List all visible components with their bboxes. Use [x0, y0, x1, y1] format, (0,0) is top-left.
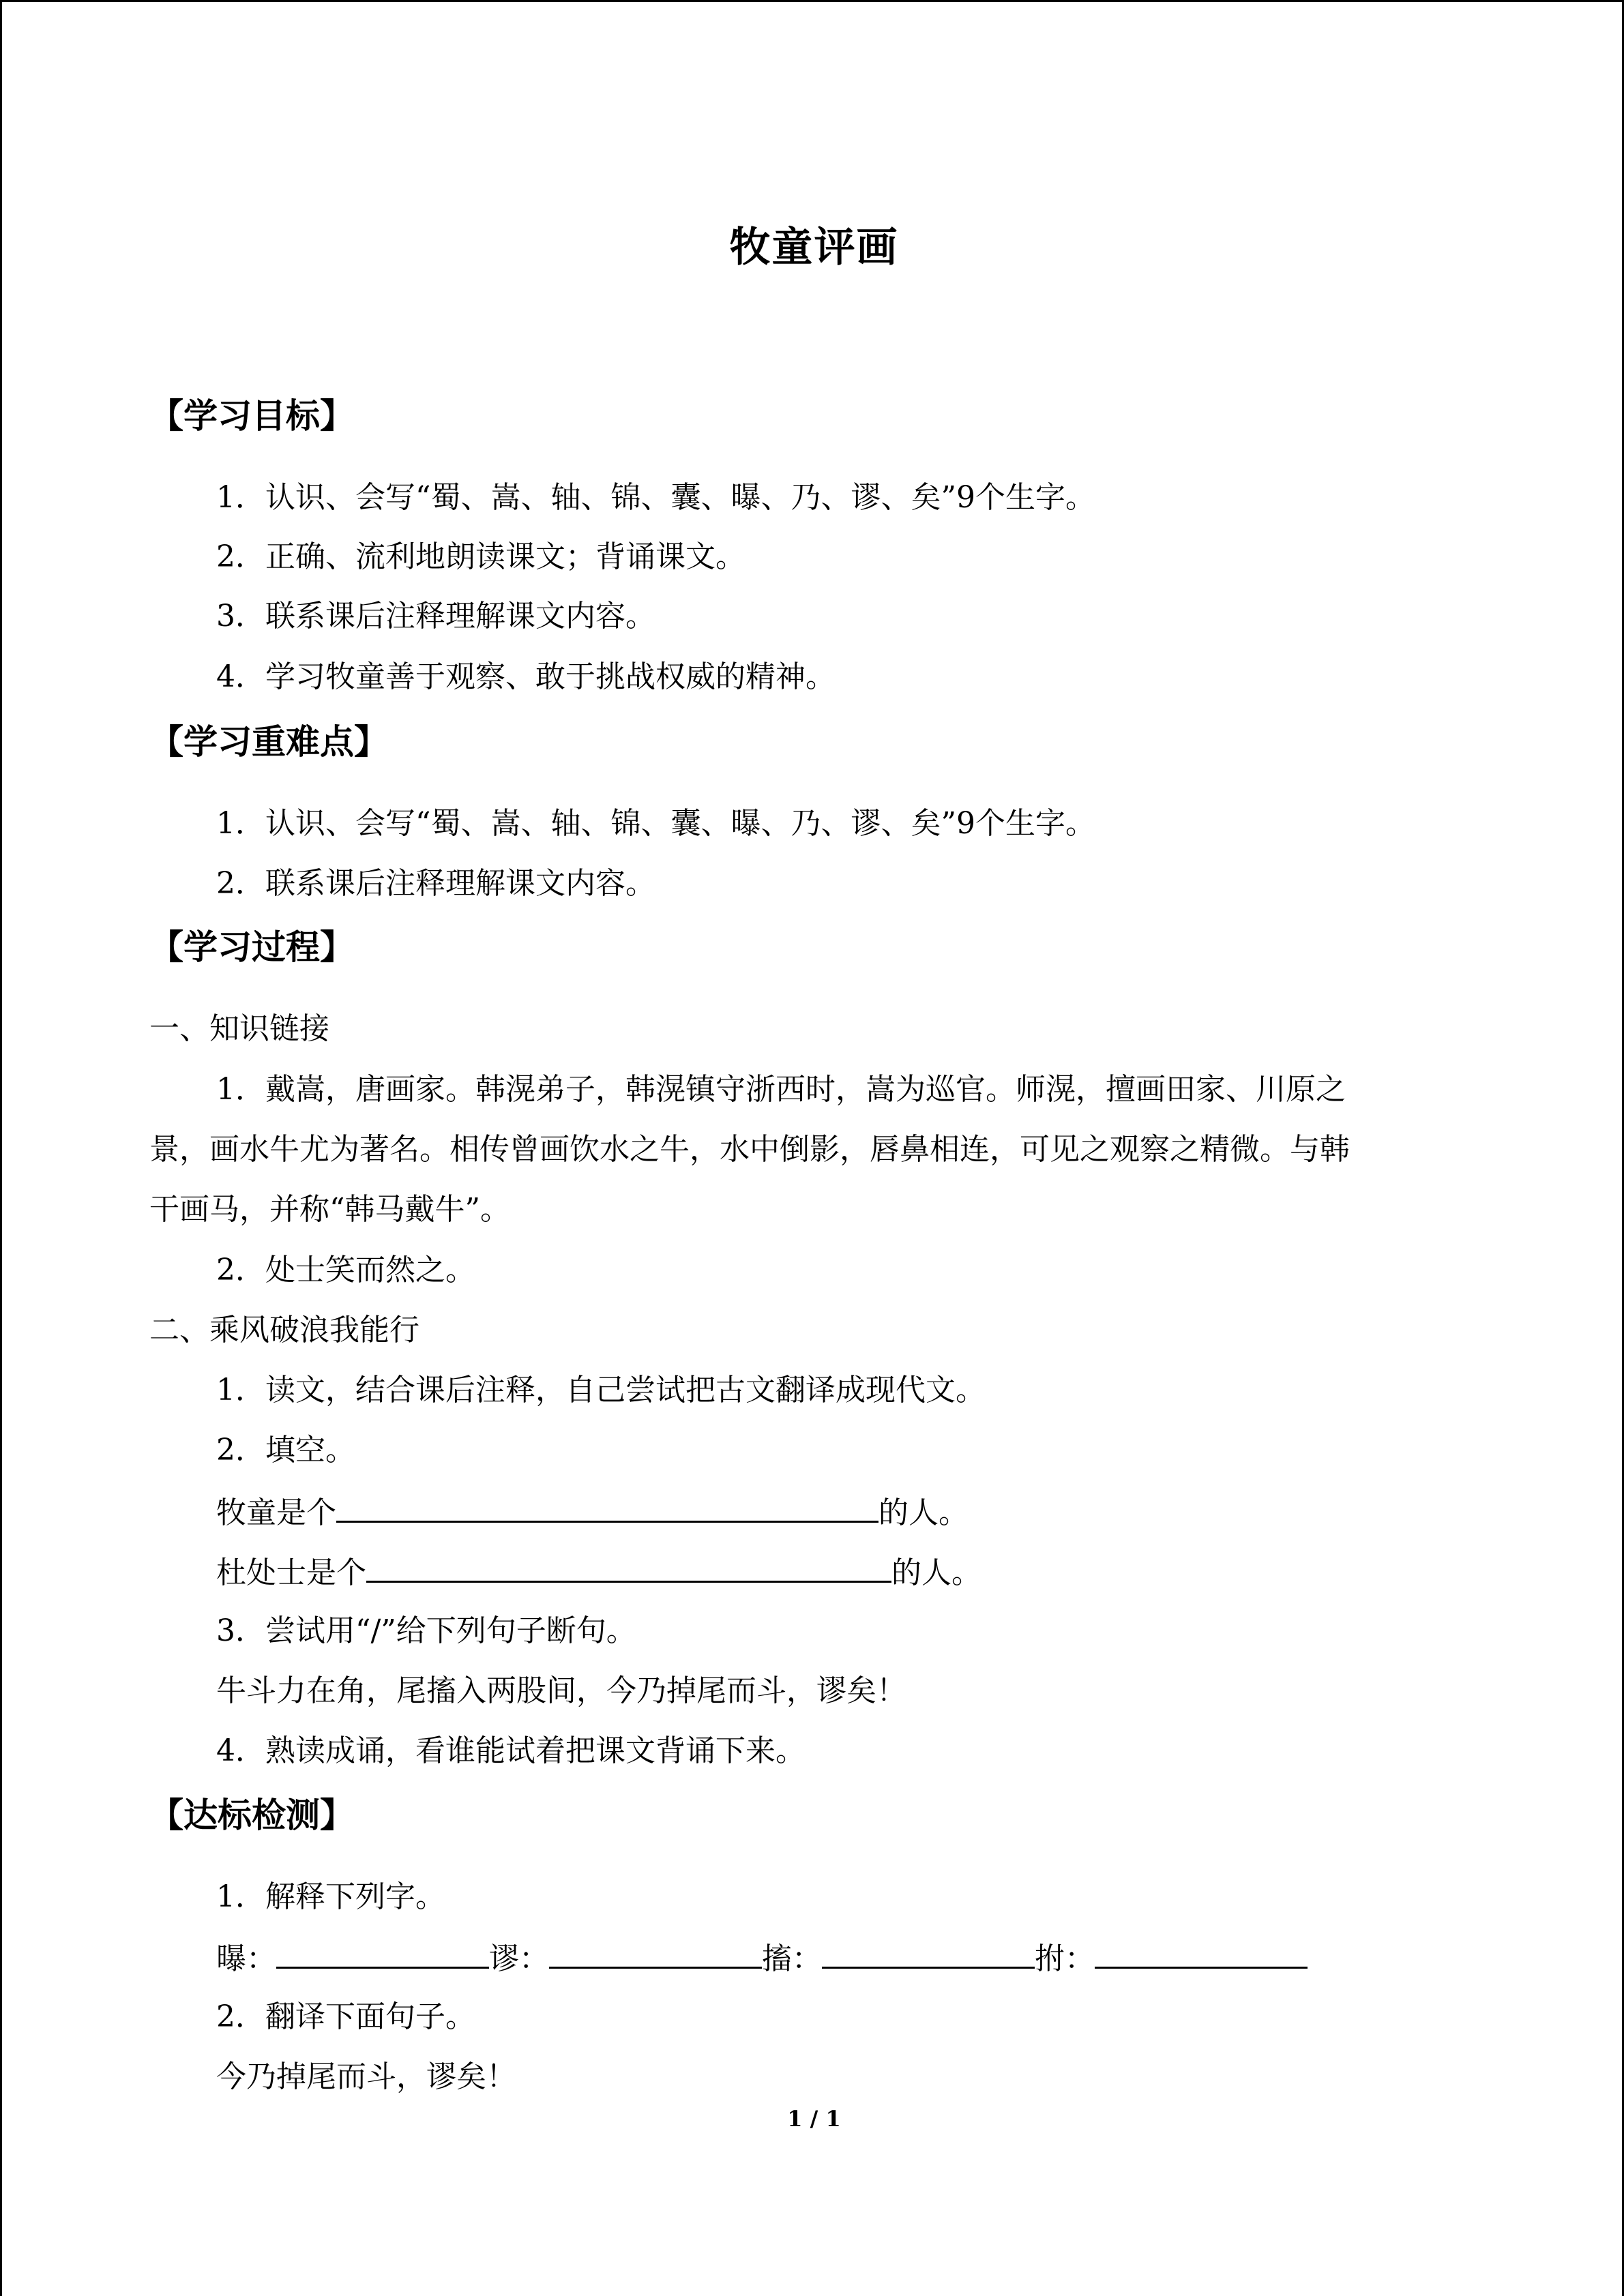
process-part1-item2: 2．处士笑而然之。 [216, 1253, 475, 1287]
section-heading-test: 【达标检测】 [149, 1795, 354, 1835]
fill-blank-row-1 [216, 1491, 969, 1534]
word-label-4: 拊： [1035, 1941, 1095, 1976]
page-title: 牧童评画 [729, 224, 899, 271]
fill-blank-1-line[interactable] [336, 1491, 879, 1523]
process-part2-item2: 2．填空。 [216, 1433, 355, 1467]
goal-item-2: 2．正确、流利地朗读课文；背诵课文。 [216, 539, 745, 574]
process-part1-item1-line3: 干画马，并称“韩马戴牛”。 [149, 1192, 510, 1227]
process-part2-item4: 4．熟读成诵，看谁能试着把课文背诵下来。 [216, 1733, 806, 1768]
section-heading-goals: 【学习目标】 [149, 396, 354, 436]
fill-blank-2-line[interactable] [366, 1551, 891, 1583]
section-heading-process: 【学习过程】 [149, 927, 354, 967]
key-point-item-2: 2．联系课后注释理解课文内容。 [216, 866, 655, 901]
fill-blank-1-prefix: 牧童是个 [216, 1495, 336, 1530]
test-item-1: 1．解释下列字。 [216, 1879, 445, 1914]
word-blank-3[interactable] [822, 1937, 1035, 1969]
process-part1-title: 一、知识链接 [149, 1011, 329, 1046]
process-part2-title: 二、乘风破浪我能行 [149, 1313, 419, 1347]
goal-item-1: 1．认识、会写“蜀、嵩、轴、锦、囊、曝、乃、谬、矣”9个生字。 [216, 480, 1095, 515]
word-definition-row [216, 1937, 1308, 1980]
fill-blank-row-2 [216, 1551, 981, 1594]
test-sentence-to-translate: 今乃掉尾而斗，谬矣！ [216, 2059, 516, 2094]
goal-item-4: 4．学习牧童善于观察、敢于挑战权威的精神。 [216, 659, 836, 694]
word-label-2: 谬： [489, 1941, 549, 1976]
word-blank-2[interactable] [549, 1937, 762, 1969]
word-blank-4[interactable] [1095, 1937, 1308, 1969]
process-part2-item3: 3．尝试用“/”给下列句子断句。 [216, 1613, 636, 1648]
fill-blank-1-suffix: 的人。 [879, 1495, 969, 1530]
word-label-3: 搐： [762, 1941, 822, 1976]
process-part1-item1-line1: 1．戴嵩，唐画家。韩滉弟子，韩滉镇守浙西时，嵩为巡官。师滉，擅画田家、川原之 [216, 1072, 1346, 1107]
word-blank-1[interactable] [276, 1937, 489, 1969]
word-label-1: 曝： [216, 1941, 276, 1976]
goal-item-3: 3．联系课后注释理解课文内容。 [216, 599, 655, 633]
process-sentence-to-punctuate: 牛斗力在角，尾搐入两股间，今乃掉尾而斗，谬矣！ [216, 1673, 906, 1708]
process-part2-item1: 1．读文，结合课后注释，自己尝试把古文翻译成现代文。 [216, 1373, 986, 1407]
test-item-2: 2．翻译下面句子。 [216, 1999, 475, 2034]
fill-blank-2-suffix: 的人。 [891, 1555, 981, 1590]
section-heading-key-points: 【学习重难点】 [149, 722, 388, 762]
key-point-item-1: 1．认识、会写“蜀、嵩、轴、锦、囊、曝、乃、谬、矣”9个生字。 [216, 806, 1095, 841]
page-number: 1 / 1 [787, 2106, 841, 2132]
fill-blank-2-prefix: 杜处士是个 [216, 1555, 366, 1590]
process-part1-item1-line2: 景，画水牛尤为著名。相传曾画饮水之牛，水中倒影，唇鼻相连，可见之观察之精微。与韩 [149, 1132, 1350, 1167]
